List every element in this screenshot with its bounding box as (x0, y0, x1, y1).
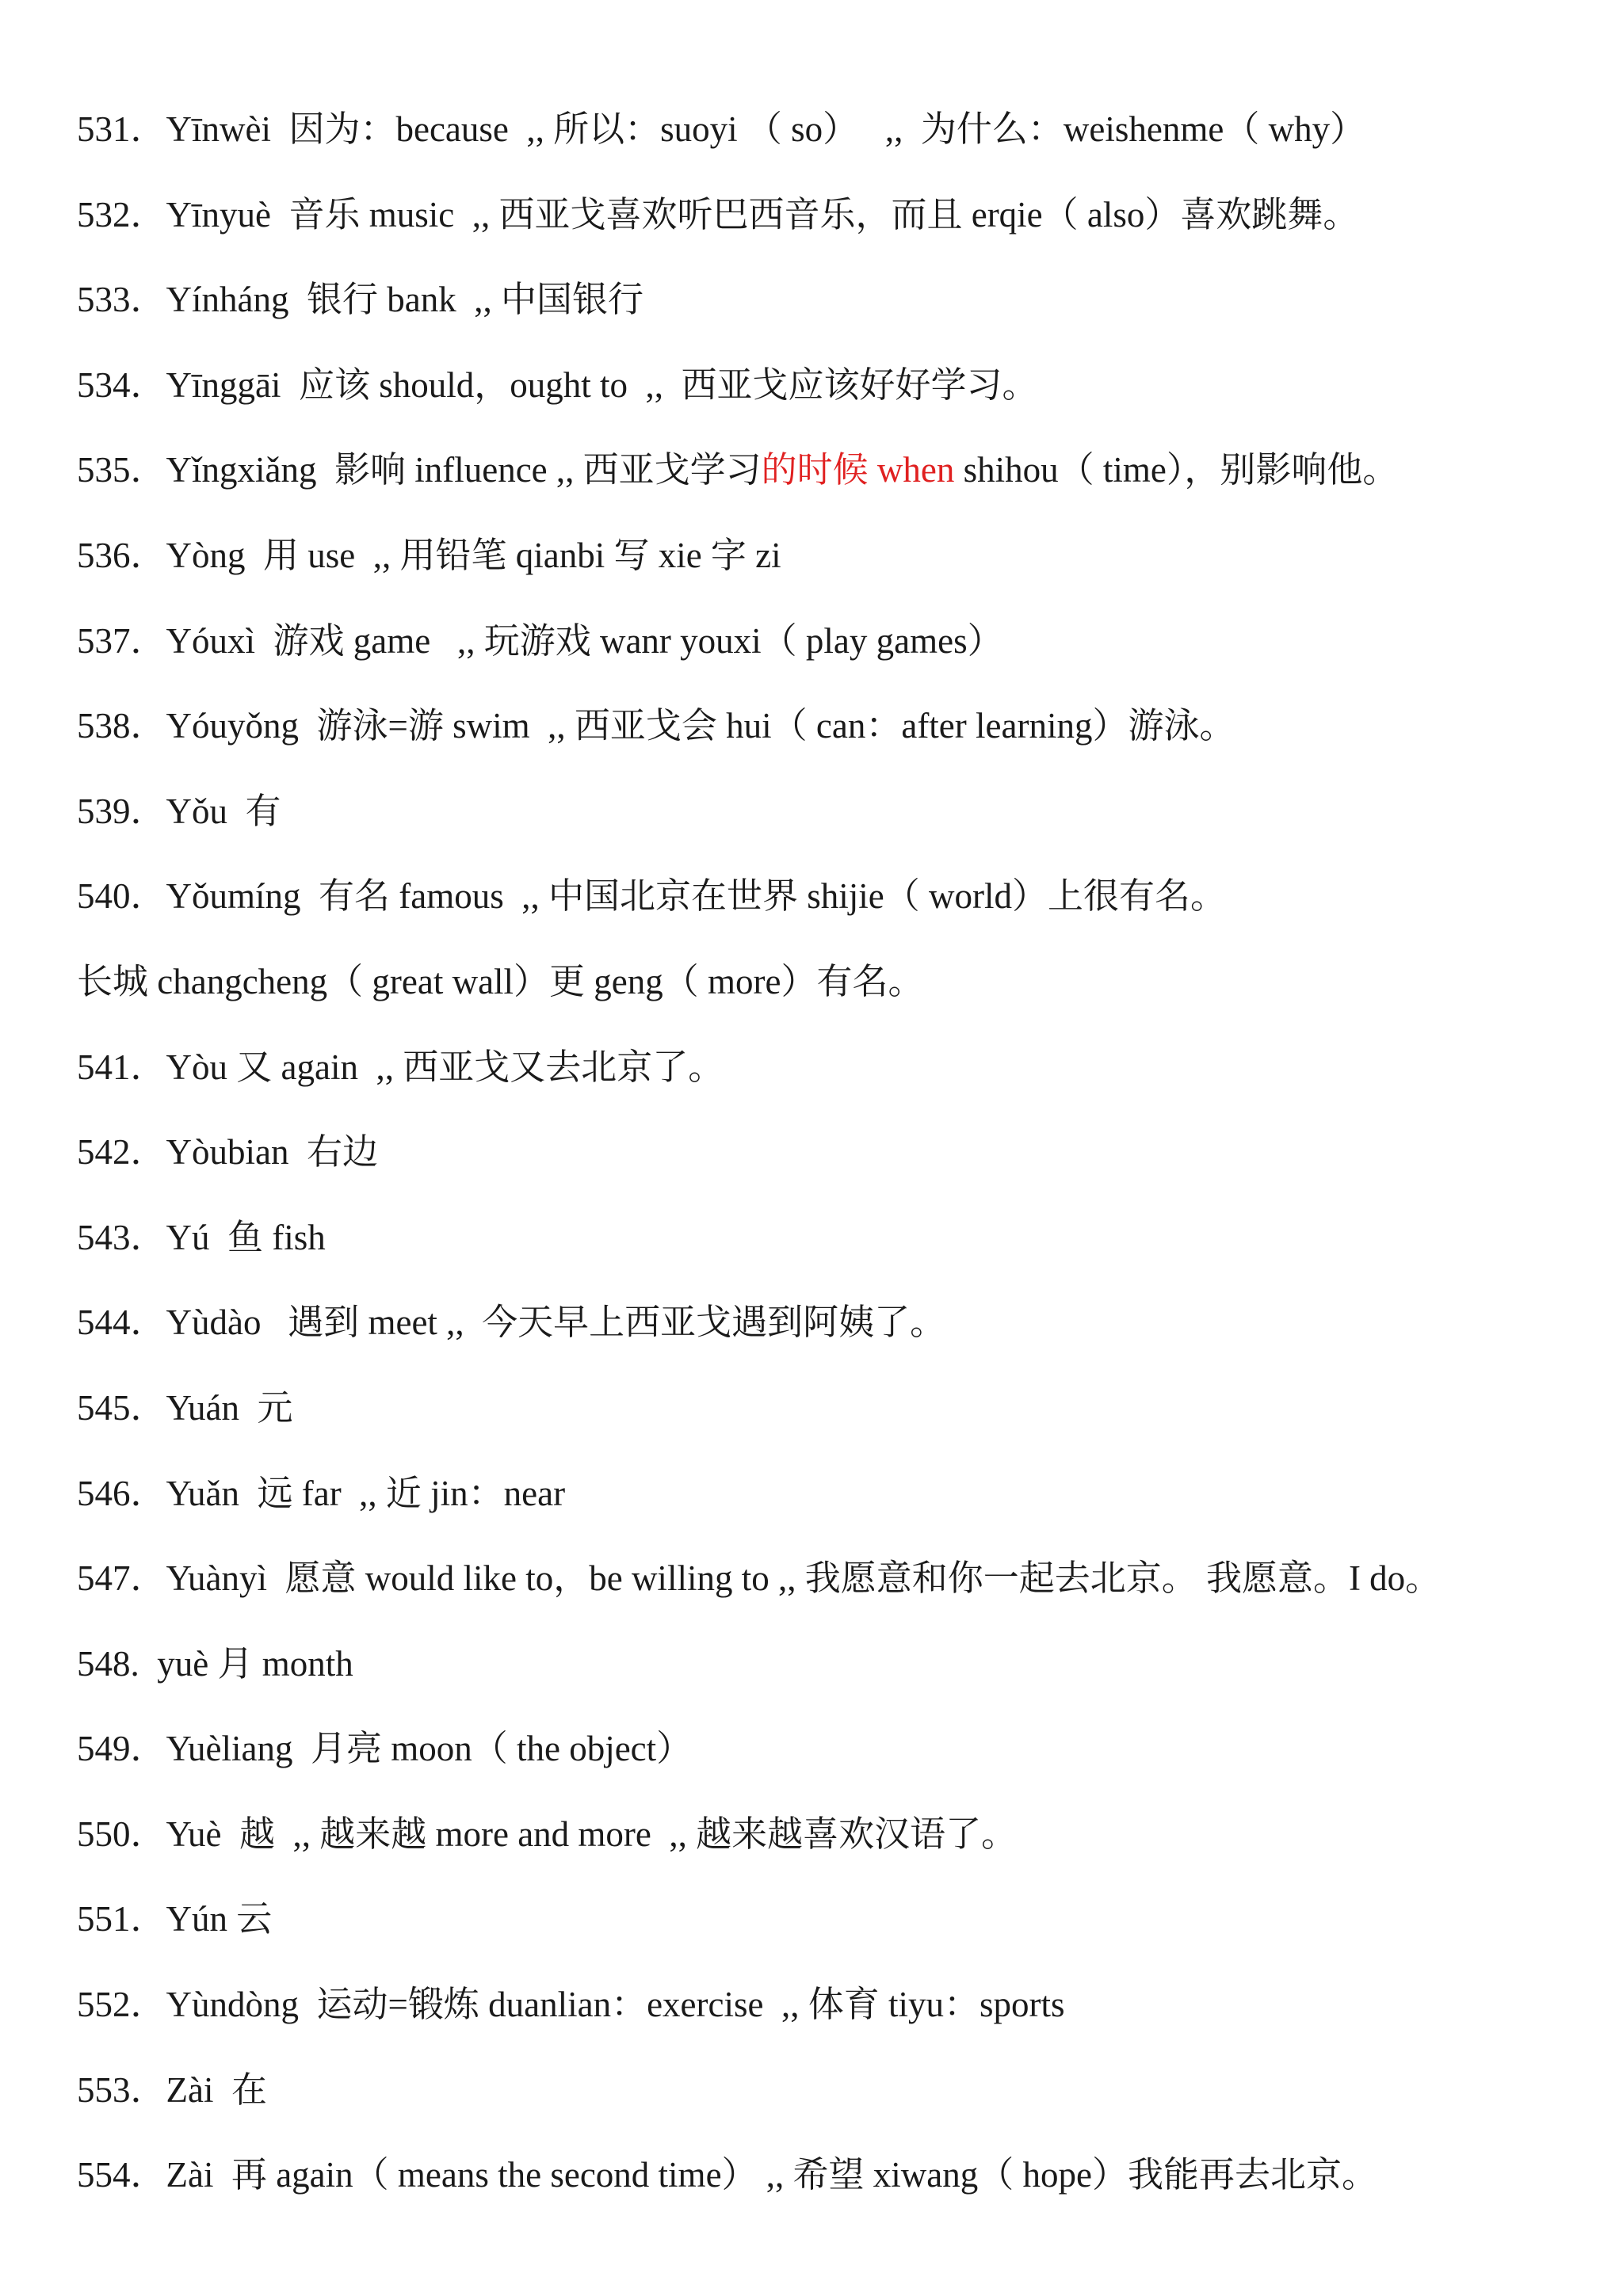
vocabulary-entry (77, 1550, 1583, 1635)
vocabulary-entry (77, 953, 1583, 1039)
entry-text: 551．Yún 云 (77, 1899, 273, 1939)
vocabulary-entry (77, 1379, 1583, 1465)
entry-text: 长城 changcheng（ great wall）更 geng（ more）有名。 (77, 961, 924, 1001)
entry-text: 553．Zài 在 (77, 2069, 267, 2110)
vocabulary-entry (77, 271, 1583, 357)
vocabulary-entry (77, 1976, 1583, 2061)
vocabulary-entry (77, 1720, 1583, 1806)
vocabulary-entry (77, 697, 1583, 783)
entry-text: 546．Yuǎn 远 far ,, 近 jin：near (77, 1473, 566, 1513)
vocabulary-entry (77, 441, 1583, 527)
entry-text: 549．Yuèliang 月亮 moon（ the object） (77, 1729, 693, 1769)
vocabulary-entry (77, 1890, 1583, 1976)
entry-text: 544．Yùdào 遇到 meet ,, 今天早上西亚戈遇到阿姨了。 (77, 1302, 946, 1343)
entry-text: 537．Yóuxì 游戏 game ,, 玩游戏 wanr youxi（ play games） (77, 620, 1003, 661)
vocabulary-entry (77, 357, 1583, 442)
vocabulary-entry (77, 783, 1583, 868)
entry-text: 532．Yīnyuè 音乐 music ,, 西亚戈喜欢听巴西音乐，而且 erqie（ also）喜欢跳舞。 (77, 194, 1359, 235)
entry-text: 545．Yuán 元 (77, 1387, 293, 1428)
entry-text: 535．Yǐngxiǎng 影响 influence ,, 西亚戈学习 (77, 450, 762, 490)
vocabulary-entry (77, 101, 1583, 186)
entry-text: 533．Yínháng 银行 bank ,, 中国银行 (77, 280, 643, 320)
vocabulary-entry (77, 1123, 1583, 1209)
vocabulary-list (77, 101, 1583, 2232)
vocabulary-entry (77, 2061, 1583, 2147)
entry-text: 540．Yǒumíng 有名 famous ,, 中国北京在世界 shijie（ world）上很有名。 (77, 876, 1226, 917)
vocabulary-entry (77, 1294, 1583, 1379)
entry-text: 534．Yīnggāi 应该 should，ought to ,, 西亚戈应该好好学习。 (77, 364, 1038, 405)
vocabulary-entry (77, 1465, 1583, 1550)
vocabulary-entry (77, 186, 1583, 272)
entry-text: 539．Yǒu 有 (77, 791, 281, 831)
entry-text: 542．Yòubian 右边 (77, 1132, 378, 1173)
entry-text: 548. yuè 月 month (77, 1643, 353, 1684)
entry-text: 538．Yóuyǒng 游泳=游 swim ,, 西亚戈会 hui（ can：after learning）游泳。 (77, 706, 1235, 746)
entry-text: 541．Yòu 又 again ,, 西亚戈又去北京了。 (77, 1047, 724, 1087)
vocabulary-entry (77, 1209, 1583, 1295)
highlighted-text: 的时候 when (761, 450, 955, 490)
entry-text: 536．Yòng 用 use ,, 用铅笔 qianbi 写 xie 字 zi (77, 535, 781, 575)
entry-text: 550．Yuè 越 ,, 越来越 more and more ,, 越来越喜欢汉语了。 (77, 1814, 1018, 1854)
entry-text: shihou（ time），别影响他。 (954, 450, 1399, 490)
entry-text: 552．Yùndòng 运动=锻炼 duanlian：exercise ,, 体育 tiyu：sports (77, 1985, 1065, 2025)
vocabulary-entry (77, 612, 1583, 698)
entry-text: 543．Yú 鱼 fish (77, 1217, 326, 1257)
vocabulary-entry (77, 1635, 1583, 1721)
entry-text: 554．Zài 再 again（ means the second time） ,, 希望 xiwang（ hope）我能再去北京。 (77, 2155, 1377, 2195)
vocabulary-entry (77, 527, 1583, 612)
entry-text: 531．Yīnwèi 因为：because ,, 所以：suoyi （ so） ,, 为什么：weishenme（ why） (77, 109, 1366, 149)
entry-text: 547．Yuànyì 愿意 would like to，be willing to ,, 我愿意和你一起去北京。 我愿意。I do。 (77, 1558, 1442, 1599)
vocabulary-entry (77, 1039, 1583, 1124)
vocabulary-entry (77, 1806, 1583, 1891)
vocabulary-entry (77, 868, 1583, 953)
vocabulary-entry (77, 2146, 1583, 2232)
